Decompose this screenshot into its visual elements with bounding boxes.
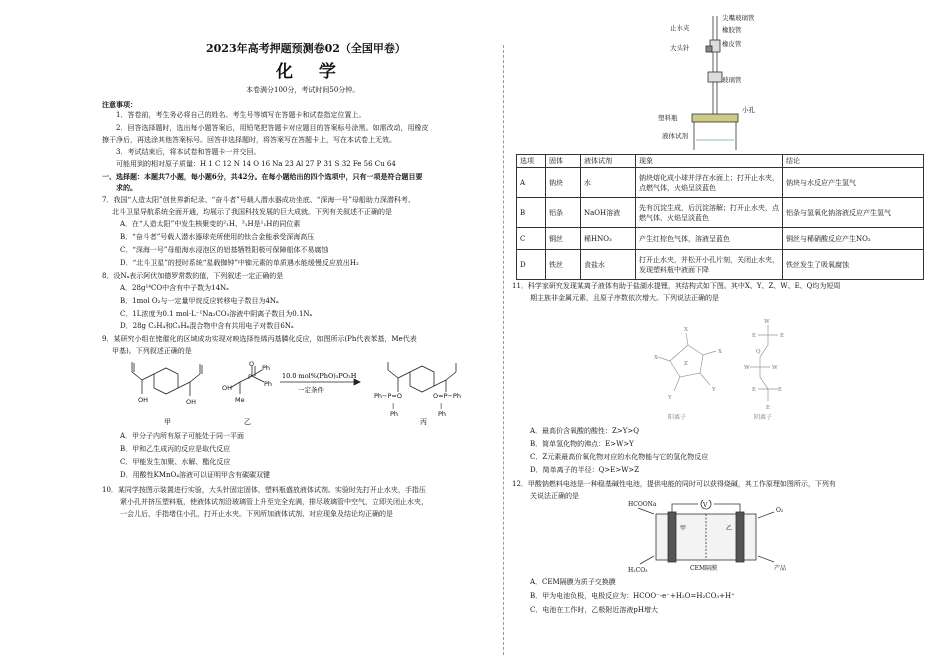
anion-label: 阴离子 <box>754 414 773 421</box>
q9-option-a: A．甲分子内所有原子可能处于同一平面 <box>120 432 245 440</box>
q7-option-a: A．在“人造太阳”中发生核聚变的²₁H、³₁H是¹₁H的同位素 <box>120 220 301 228</box>
svg-text:X: X <box>654 355 658 361</box>
table-row <box>517 228 924 250</box>
apparatus-label: 尖嘴玻璃管 <box>722 14 755 22</box>
apparatus-label: 塑料瓶 <box>658 114 678 122</box>
table-cell: A <box>517 168 546 198</box>
table-cell: 铝条 <box>546 198 581 228</box>
svg-text:X: X <box>684 327 688 333</box>
cell-label: 甲 <box>680 525 687 532</box>
q12-option-b: B．甲为电池负极，电极反应为：HCOO⁻-e⁻+H₂O=H₂CO₃+H⁺ <box>530 592 735 600</box>
svg-text:V: V <box>703 502 708 509</box>
q11-option-d: D．简单离子的半径：Q>E>W>Z <box>530 466 640 474</box>
section-heading-cont: 求的。 <box>116 183 137 192</box>
q11-option-a: A．最高价含氧酸的酸性：Z>Y>Q <box>530 427 640 435</box>
svg-text:E: E <box>752 387 757 393</box>
notice-item: 2．回答选择题时，选出每小题答案后，用铅笔把答题卡对应题目的答案标号涂黑。如需改动，用橡皮 <box>116 124 429 132</box>
q8-option-d: D．28g C₂H₄和C₃H₆混合物中含有共用电子对数目6Nₐ <box>120 322 294 330</box>
svg-text:Ph−P=O: Ph−P=O <box>374 392 402 400</box>
reaction-reagent: 10.0 mol%(PhO)₂PO₂H <box>282 372 357 380</box>
svg-text:X: X <box>718 349 722 355</box>
q7-option-c: C．“深海一号”母船海水浸泡区的铝基牺牲阳极可保障船体不易腐蚀 <box>120 246 329 254</box>
apparatus-label: 玻璃管 <box>722 76 742 84</box>
svg-text:E: E <box>780 333 785 339</box>
q10-stem: 紧小孔并挤压塑料瓶，使液体试剂沿玻璃管上升至完全充满，排尽玻璃管中空气，立即关闭止水夹， <box>120 498 428 506</box>
subject-title: 化 学 <box>276 62 346 82</box>
cell-label: H₂CO₃ <box>628 567 648 574</box>
notice-item: 擦干净后，再选涂其他答案标号。回答非选择题时，将答案写在答题卡上，写在本试卷上无效。 <box>102 136 396 144</box>
q9-stem: 9．某研究小组在铑催化的区域成功实现对映选择性烯丙基膦化反应，如图所示(Ph代表苯基，Me代表 <box>102 335 417 343</box>
q7-stem: 7．我国“人造太阳”创世界新纪录、“奋斗者”号载人潜水器成功坐底、“深海一号”母船助力深潜科考、 <box>102 196 415 204</box>
q8-option-a: A．28g¹⁴CO中含有中子数为14Nₐ <box>120 284 229 292</box>
table-cell: 水 <box>581 168 636 198</box>
q9-stem: 甲基)。下列叙述正确的是 <box>112 347 192 355</box>
svg-text:Y: Y <box>668 395 672 401</box>
exam-meta: 本卷满分100分，考试时间50分钟。 <box>246 86 360 94</box>
q8-option-c: C．1L浓度为0.1 mol·L⁻¹Na₂CO₃溶液中阴离子数目为0.1Nₐ <box>120 310 313 318</box>
apparatus-label: 止水夹 <box>670 24 690 32</box>
table-header: 结论 <box>783 155 924 168</box>
table-row <box>517 198 924 228</box>
apparatus-label: 小孔 <box>742 106 755 114</box>
svg-text:OH: OH <box>222 384 233 392</box>
svg-text:|: | <box>392 402 395 410</box>
section-heading: 一、选择题：本题共7小题，每小题6分，共42分。在每小题给出的四个选项中，只有一项是符合题目要 <box>102 172 423 181</box>
q10-apparatus-diagram <box>658 10 818 150</box>
svg-text:Ph: Ph <box>262 364 271 372</box>
table-row <box>517 168 924 198</box>
svg-text:Ph: Ph <box>390 410 399 418</box>
table-header: 选项 <box>517 155 546 168</box>
cell-label: 乙 <box>726 525 733 532</box>
svg-text:Q: Q <box>756 349 761 355</box>
table-header-row <box>517 155 924 168</box>
apparatus-label: 液体试剂 <box>662 132 688 140</box>
compound-label: 甲 <box>164 418 171 426</box>
q11-stem: 11．科学家研究发现某离子液体有助于盐湖水提锂，其结构式如下图。其中X、Y、Z、W、E、Q均为短周 <box>512 282 841 290</box>
q10-stem: 一会儿后，手指堵住小孔，打开止水夹。下列所加液体试剂、对应现象及结论均正确的是 <box>120 510 393 518</box>
exam-title: 2023年高考押题预测卷02（全国甲卷） <box>206 42 406 55</box>
table-cell: 钠块 <box>546 168 581 198</box>
q11-stem: 期主族非金属元素，且原子序数依次增大。下列说法正确的是 <box>530 294 719 302</box>
q10-options-table <box>516 154 924 280</box>
svg-text:Me: Me <box>235 396 245 404</box>
cell-label: 产品 <box>774 565 787 572</box>
svg-text:|: | <box>440 402 443 410</box>
q7-option-b: B．“奋斗者”号载人潜水器球壳所使用的钛合金能承受深海高压 <box>120 233 315 241</box>
apparatus-label: 橡皮管 <box>722 40 742 48</box>
q7-stem: 北斗卫星导航系统全面开通，均展示了我国科技发展的巨大成就。下列有关叙述不正确的是 <box>112 208 392 216</box>
table-cell: 铁丝发生了吸氧腐蚀 <box>783 250 924 280</box>
table-cell: 先有沉淀生成，后沉淀溶解；打开止水夹，点燃气体，火焰呈淡蓝色 <box>636 198 783 228</box>
q12-stem: 12．甲酸钠燃料电池是一种稳基碱性电池，提供电能的同时可以获得烧碱，其工作原理如图所示，下列有 <box>512 480 836 488</box>
svg-text:W: W <box>764 319 770 325</box>
cell-label: CEM隔膜 <box>690 565 718 572</box>
table-header: 液体试剂 <box>581 155 636 168</box>
q10-stem: 10．某同学按图示装置进行实验，大头针固定固体，塑料瓶盛放液体试剂。实验时先打开止水夹，手指压 <box>102 486 426 494</box>
table-header: 固体 <box>546 155 581 168</box>
compound-label: 丙 <box>420 418 427 426</box>
table-cell: C <box>517 228 546 250</box>
q8-stem: 8．设Nₐ表示阿伏加德罗常数的值，下列叙述一定正确的是 <box>102 272 284 280</box>
benzene-ring <box>154 368 178 394</box>
apparatus-label: 橡胶管 <box>722 26 742 34</box>
notice-heading: 注意事项： <box>102 100 137 109</box>
svg-text:O=P−Ph: O=P−Ph <box>433 392 461 400</box>
table-cell: B <box>517 198 546 228</box>
svg-text:W: W <box>772 365 778 371</box>
q12-option-a: A．CEM隔膜为质子交换膜 <box>530 578 616 586</box>
table-cell: 打开止水夹，并松开小孔片刻，关闭止水夹，发现塑料瓶中液面下降 <box>636 250 783 280</box>
svg-text:E: E <box>752 333 757 339</box>
table-cell: 钠块熔化成小球并浮在水面上；打开止水夹，点燃气体，火焰呈淡蓝色 <box>636 168 783 198</box>
q11-option-b: B．简单氢化物的沸点：E>W>Y <box>530 440 634 448</box>
compound-label: 乙 <box>244 418 251 426</box>
apparatus-label: 大头针 <box>670 44 690 52</box>
table-row <box>517 250 924 280</box>
table-cell: D <box>517 250 546 280</box>
table-cell: 铜丝与稀硝酸反应产生NO₂ <box>783 228 924 250</box>
svg-text:E: E <box>766 405 771 411</box>
q7-option-d: D．“北斗卫星”的授时系统“星载铷钟”中铷元素的单质遇水能缓慢反应放出H₂ <box>120 259 359 267</box>
column-divider <box>503 45 504 655</box>
q9-reaction-scheme <box>128 358 508 430</box>
svg-text:E: E <box>778 387 783 393</box>
table-cell: 稀HNO₃ <box>581 228 636 250</box>
cation-label: 阳离子 <box>668 414 687 421</box>
table-cell: 钠块与水反应产生氢气 <box>783 168 924 198</box>
q9-option-c: C．甲能发生加聚、水解、酯化反应 <box>120 458 231 466</box>
table-cell: 产生红棕色气体，溶液呈蓝色 <box>636 228 783 250</box>
svg-text:Z: Z <box>684 361 688 367</box>
svg-text:Ph: Ph <box>264 380 273 388</box>
table-header: 现象 <box>636 155 783 168</box>
q9-option-d: D．用酸性KMnO₄溶液可以证明甲含有碳碳双键 <box>120 471 271 479</box>
svg-text:Ph: Ph <box>438 410 447 418</box>
table-cell: 铜丝 <box>546 228 581 250</box>
table-cell: NaOH溶液 <box>581 198 636 228</box>
q11-option-c: C．Z元素最高价氧化物对应的水化物能与它的氢化物反应 <box>530 453 709 461</box>
table-cell: 食盐水 <box>581 250 636 280</box>
svg-text:OH: OH <box>186 398 197 406</box>
svg-text:OH: OH <box>138 396 149 404</box>
svg-text:O: O <box>249 360 255 368</box>
atomic-mass-line: 可能用到的相对原子质量：H 1 C 12 N 14 O 16 Na 23 Al 27 P 31 S 32 Fe 56 Cu 64 <box>116 160 396 168</box>
q11-structure-diagram <box>628 305 818 423</box>
table-cell: 铝条与氢氧化钠溶液反应产生氢气 <box>783 198 924 228</box>
svg-text:P: P <box>248 373 252 381</box>
q12-cell-diagram <box>628 500 798 574</box>
q12-stem: 关说法正确的是 <box>530 492 579 500</box>
svg-text:W: W <box>744 365 750 371</box>
q12-option-c: C．电池在工作时，乙极附近溶液pH增大 <box>530 606 658 614</box>
svg-text:Y: Y <box>712 387 716 393</box>
table-cell: 铁丝 <box>546 250 581 280</box>
reaction-condition: 一定条件 <box>298 386 324 394</box>
q8-option-b: B．1mol O₂与一定量甲烷反应转移电子数目为4Nₐ <box>120 297 279 305</box>
notice-item: 3．考试结束后，将本试卷和答题卡一并交回。 <box>116 148 261 156</box>
cell-label: O₂ <box>776 507 784 514</box>
notice-item: 1．答卷前，考生务必将自己的姓名、考生号等填写在答题卡和试卷指定位置上。 <box>116 111 366 119</box>
q9-option-b: B．甲和乙生成丙的反应是取代反应 <box>120 445 231 453</box>
cell-label: HCOONa <box>628 501 657 508</box>
